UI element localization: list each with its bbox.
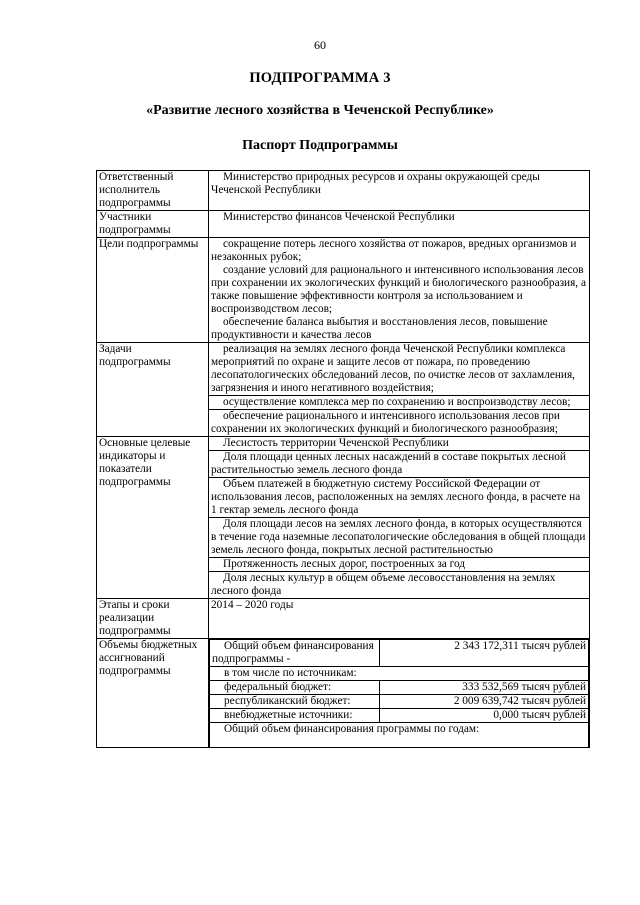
funding-federal-value: 333 532,569 тысяч рублей: [380, 681, 589, 695]
funding-republic-label: республиканский бюджет:: [210, 695, 380, 709]
goal-item: обеспечение баланса выбытия и восстановления лесов, повышение продуктивности и качества лесов: [211, 316, 548, 341]
tasks-list: [209, 343, 590, 437]
funding-extra-label: внебюджетные источники:: [210, 709, 380, 723]
row-label: Объемы бюджетных ассигнований подпрограммы: [97, 639, 209, 748]
funding-cell: [209, 639, 590, 748]
row-label: Основные целевые индикаторы и показатели подпрограммы: [97, 437, 209, 599]
row-stages: [97, 599, 590, 639]
task-item: реализация на землях лесного фонда Чеченской Республики комплекса мероприятий по охране и защите лесов от пожара, по проведению лесопатологических обследований лесов, по очистке лесов от захламления, загрязнения и иного негативного воздействия;: [209, 343, 589, 396]
funding-total-value: 2 343 172,311 тысяч рублей: [380, 640, 589, 667]
row-goals: [97, 238, 590, 343]
goals-list: [209, 238, 590, 343]
funding-table: [209, 639, 589, 747]
indicator-item: Доля площади ценных лесных насаждений в составе покрытых лесной растительностью земель лесного фонда: [209, 451, 589, 478]
funding-republic-value: 2 009 639,742 тысяч рублей: [380, 695, 589, 709]
row-participants: [97, 211, 590, 238]
row-tasks: [97, 343, 590, 437]
row-label: Этапы и сроки реализации подпрограммы: [97, 599, 209, 639]
row-funding: [97, 639, 590, 748]
goal-item: создание условий для рационального и интенсивного использования лесов при сохранении их экологических функций и биологического разнообразия, а также повышение эффективности контроля за использованием и воспроизводством лесов;: [211, 264, 586, 315]
indicator-item: Объем платежей в бюджетную систему Российской Федерации от использования лесов, расположенных на землях лесного фонда, в расчете на 1 гектар земель лесного фонда: [209, 478, 589, 518]
task-item: обеспечение рационального и интенсивного использования лесов при сохранении их экологических функций и биологического разнообразия;: [211, 410, 560, 435]
funding-total-label: Общий объем финансирования подпрограммы -: [210, 640, 380, 667]
row-label: Ответственный исполнитель подпрограммы: [97, 171, 209, 211]
passport-heading: Паспорт Подпрограммы: [242, 138, 398, 153]
funding-extra-value: 0,000 тысяч рублей: [380, 709, 589, 723]
row-value: 2014 – 2020 годы: [209, 599, 590, 639]
subprogram-subtitle: «Развитие лесного хозяйства в Чеченской Республике»: [146, 103, 494, 118]
row-indicators: [97, 437, 590, 599]
row-label: Участники подпрограммы: [97, 211, 209, 238]
funding-sources-label: в том числе по источникам:: [210, 667, 589, 681]
page-number: 60: [314, 38, 326, 52]
indicator-item: Лесистость территории Чеченской Республики: [209, 437, 589, 451]
subprogram-title: ПОДПРОГРАММА 3: [249, 70, 391, 86]
row-label: Цели подпрограммы: [97, 238, 209, 343]
indicator-item: Протяженность лесных дорог, построенных за год: [209, 558, 589, 572]
row-value: Министерство финансов Чеченской Республики: [209, 211, 590, 238]
funding-by-years-label: Общий объем финансирования программы по годам:: [210, 723, 589, 748]
goal-item: сокращение потерь лесного хозяйства от пожаров, вредных организмов и незаконных рубок;: [211, 238, 577, 263]
row-value: Министерство природных ресурсов и охраны окружающей среды Чеченской Республики: [209, 171, 590, 211]
task-item: осуществление комплекса мер по сохранению и воспроизводству лесов;: [209, 396, 589, 410]
passport-table: [96, 170, 590, 748]
indicators-list: [209, 437, 590, 599]
funding-federal-label: федеральный бюджет:: [210, 681, 380, 695]
indicator-item: Доля лесных культур в общем объеме лесовосстановления на землях лесного фонда: [211, 572, 556, 597]
row-responsible: [97, 171, 590, 211]
indicator-item: Доля площади лесов на землях лесного фонда, в которых осуществляются в течение года наземные лесопатологические обследования в общей площади земель лесного фонда, покрытых лесной растительностью: [209, 518, 589, 558]
row-label: Задачи подпрограммы: [97, 343, 209, 437]
